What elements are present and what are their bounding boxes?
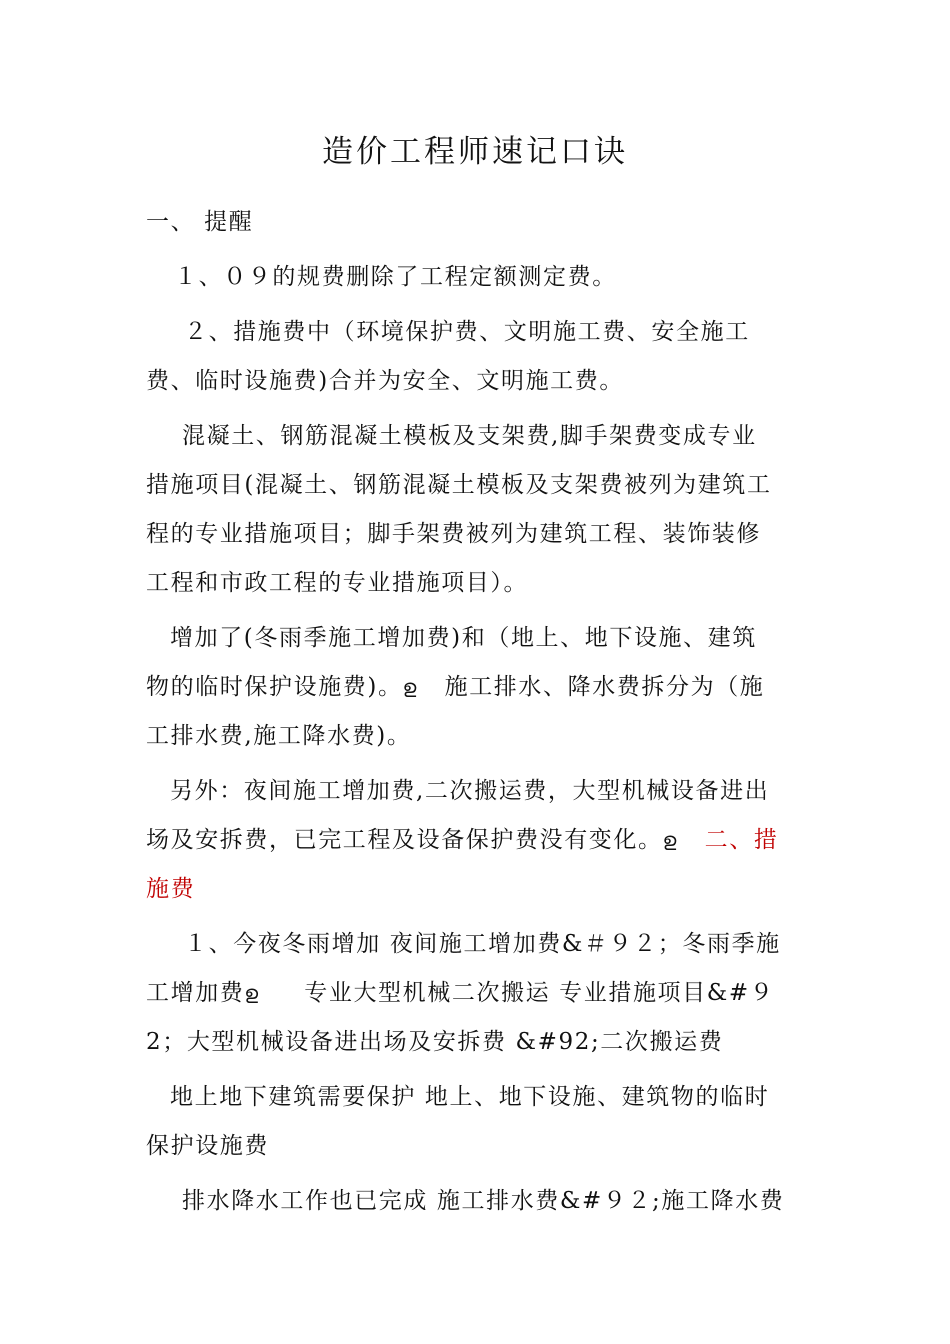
- paragraph-4-line-2: [146, 663, 806, 712]
- document-body: [146, 198, 806, 1226]
- document-title: 造价工程师速记口诀: [322, 134, 628, 170]
- paragraph-5-line-2: [146, 816, 806, 865]
- paragraph-2-line-2: 费、临时设施费)合并为安全、文明施工费。: [146, 368, 624, 394]
- paragraph-1: １、０９的规费删除了工程定额测定费。: [174, 264, 617, 290]
- paragraph-3-line-4: 工程和市政工程的专业措施项目）。: [146, 570, 529, 596]
- section-heading-reminder: 一、 提醒: [146, 209, 254, 235]
- paragraph-6-line-2-text-a: 工增加费: [146, 980, 245, 1006]
- paragraph-4-line-2-text-a: 物的临时保护设施费)。: [146, 674, 403, 700]
- paragraph-3-line-2: 措施项目(混凝土、钢筋混凝土模板及支架费被列为建筑工: [146, 472, 772, 498]
- paragraph-mark-icon: ഉ: [244, 982, 260, 1004]
- paragraph-7-line-2: 保护设施费: [146, 1133, 269, 1159]
- paragraph-5-line-2-text: 场及安拆费，已完工程及设备保护费没有变化。: [146, 827, 663, 853]
- paragraph-4-line-3: 工排水费,施工降水费)。: [146, 723, 412, 749]
- paragraph-mark-icon: ഉ: [402, 676, 418, 698]
- paragraph-7-line-1: 地上地下建筑需要保护 地上、地下设施、建筑物的临时: [170, 1084, 770, 1110]
- paragraph-6-line-3: 2；大型机械设备进出场及安拆费 &#92;二次搬运费: [146, 1029, 724, 1055]
- section-heading-measures-part-1: 二、措: [704, 827, 779, 853]
- paragraph-5-line-1: 另外：夜间施工增加费,二次搬运费，大型机械设备进出: [170, 778, 770, 804]
- paragraph-4-line-1: 增加了(冬雨季施工增加费)和（地上、地下设施、建筑: [170, 625, 757, 651]
- paragraph-6-line-1: １、今夜冬雨增加 夜间施工增加费&＃９２；冬雨季施: [184, 931, 781, 957]
- paragraph-3-line-1: 混凝土、钢筋混凝土模板及支架费,脚手架费变成专业: [182, 423, 757, 449]
- paragraph-6-line-2: [146, 969, 806, 1018]
- paragraph-8-line-1: 排水降水工作也已完成 施工排水费&#９２;施工降水费: [182, 1188, 785, 1214]
- section-heading-measures-part-2: 施费: [146, 876, 196, 902]
- paragraph-4-line-2-text-b: 施工排水、降水费拆分为（施: [444, 674, 765, 700]
- paragraph-mark-icon: ഉ: [662, 829, 678, 851]
- paragraph-6-line-2-text-b: 专业大型机械二次搬运 专业措施项目&#９: [304, 980, 775, 1006]
- paragraph-3-line-3: 程的专业措施项目；脚手架费被列为建筑工程、装饰装修: [146, 521, 761, 547]
- paragraph-2-line-1: ２、措施费中（环境保护费、文明施工费、安全施工: [184, 319, 750, 345]
